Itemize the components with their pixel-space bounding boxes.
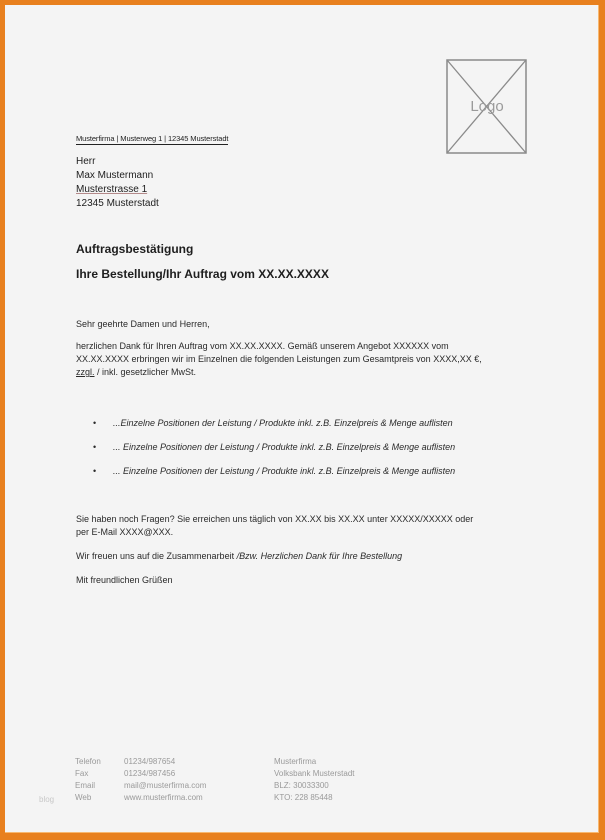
positions-list [93,418,455,490]
footer-company: Musterfirma [274,757,317,766]
intro-line-1: herzlichen Dank für Ihren Auftrag vom XX.XX.XXXX. Gemäß unserem Angebot XXXXXX vom [76,341,449,351]
document-page [5,5,599,833]
intro-line-3 [76,366,482,379]
bullet-icon: • [93,442,97,452]
bullet-icon: • [93,466,97,476]
list-item-text: ... Einzelne Positionen der Leistung / Produkte inkl. z.B. Einzelpreis & Menge auflisten [113,442,456,452]
footer-bank-details [274,756,354,804]
svg-text:Logo: Logo [470,98,504,115]
thanks-alt-text: /Bzw. Herzlichen Dank für Ihre Bestellung [236,551,403,561]
bullet-icon: • [93,418,97,428]
thanks-paragraph [76,550,402,563]
footer-fax: 01234/987456 [124,769,176,778]
tax-text: / inkl. gesetzlicher MwSt. [94,367,197,377]
footer-account: KTO: 228 85448 [274,793,333,802]
thanks-text: Wir freuen uns auf die Zusammenarbeit [76,551,237,561]
footer-web: www.musterfirma.com [124,793,203,802]
footer-contact-values [124,756,206,804]
footer-label-phone: Telefon [75,757,101,766]
recipient-street: Musterstrasse 1 [76,184,148,195]
blog-watermark: blog [39,795,55,804]
footer-label-fax: Fax [75,769,89,778]
contact-paragraph [76,513,473,539]
recipient-name: Max Mustermann [76,170,154,181]
list-item [93,442,455,466]
footer-bank-name: Volksbank Musterstadt [274,769,355,778]
tax-prefix: zzgl. [76,367,95,377]
document-subtitle: Ihre Bestellung/Ihr Auftrag vom XX.XX.XXXX [76,267,329,281]
list-item-text: ... Einzelne Positionen der Leistung / Produkte inkl. z.B. Einzelpreis & Menge auflisten [113,466,456,476]
footer-email: mail@musterfirma.com [124,781,207,790]
intro-paragraph [76,340,482,379]
footer-contact-labels [75,756,101,804]
closing-line: Mit freundlichen Grüßen [76,575,173,585]
list-item-text: ...Einzelne Positionen der Leistung / Produkte inkl. z.B. Einzelpreis & Menge auflisten [113,418,453,428]
list-item [93,466,455,490]
recipient-city: 12345 Musterstadt [76,198,159,209]
logo-placeholder [446,59,528,156]
recipient-address [76,155,159,211]
recipient-salutation: Herr [76,156,96,167]
footer-blz: BLZ: 30033300 [274,781,329,790]
list-item [93,418,455,442]
footer-label-email: Email [75,781,96,790]
footer-label-web: Web [75,793,92,802]
contact-line-1: Sie haben noch Fragen? Sie erreichen uns täglich von XX.XX bis XX.XX unter XXXXX/XXXXX oder [76,514,474,524]
footer-phone: 01234/987654 [124,757,176,766]
logo-placeholder-icon [446,59,528,156]
contact-line-2: per E-Mail XXXX@XXX. [76,527,174,537]
letter-salutation: Sehr geehrte Damen und Herren, [76,319,210,329]
intro-line-2: XX.XX.XXXX erbringen wir im Einzelnen die folgenden Leistungen zum Gesamtpreis von XXXX,XX €, [76,354,482,364]
document-title: Auftragsbestätigung [76,242,194,256]
sender-address-line: Musterfirma | Musterweg 1 | 12345 Musterstadt [76,134,229,143]
